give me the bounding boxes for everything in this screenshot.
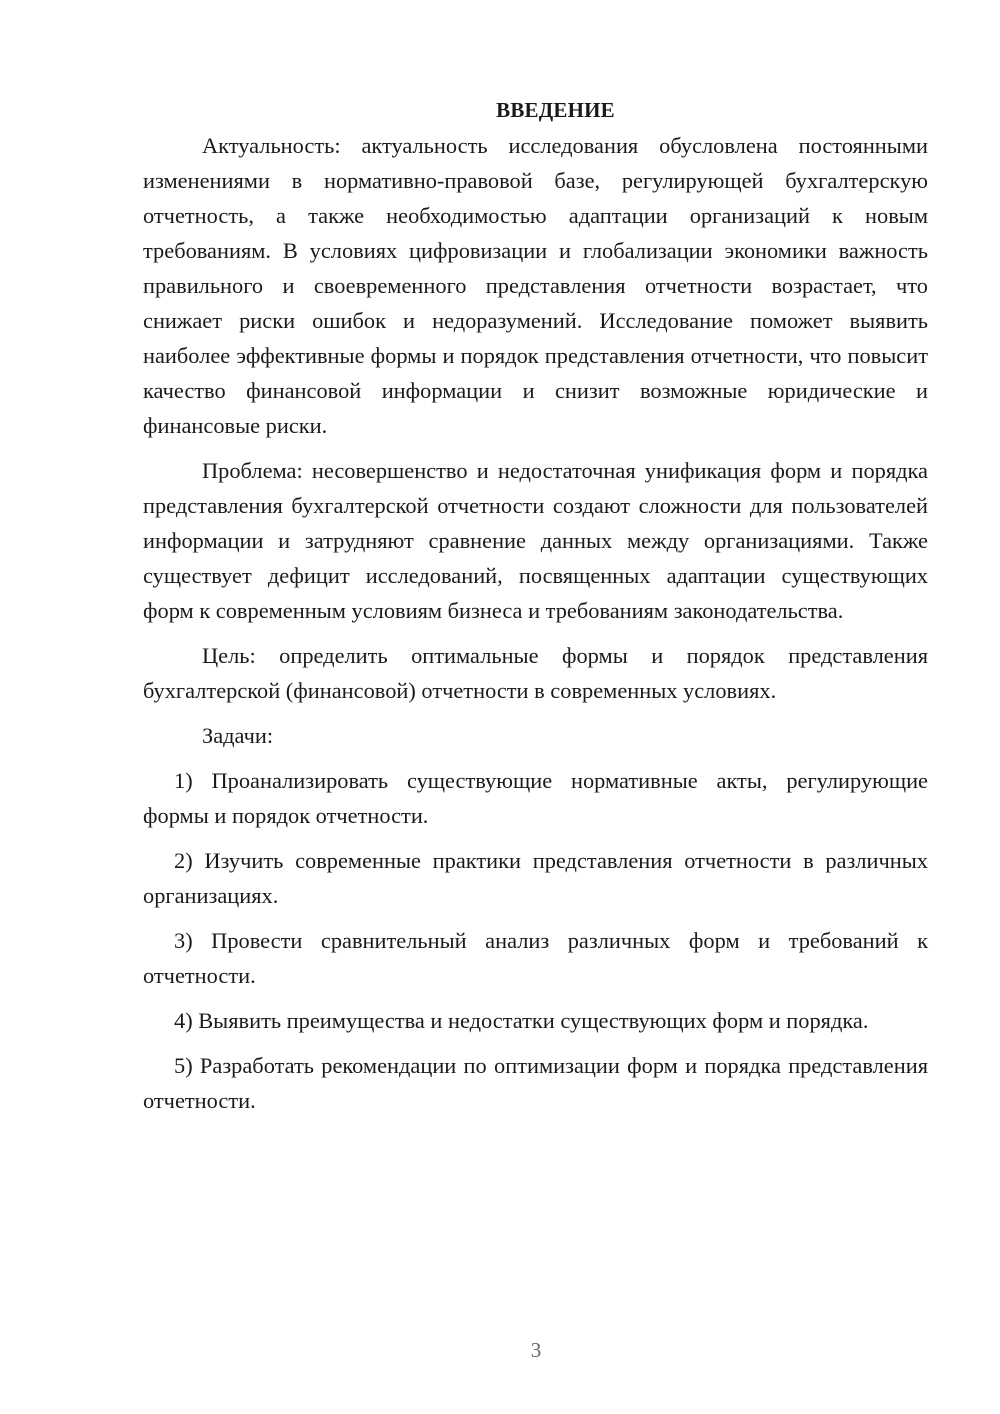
task-item: 1) Проанализировать существующие нормативные акты, регулирующие формы и порядок отчетности. <box>143 768 928 828</box>
page-content <box>143 93 928 1118</box>
task-item: 4) Выявить преимущества и недостатки существующих форм и порядка. <box>174 1008 869 1033</box>
task-item: 2) Изучить современные практики представления отчетности в различных организациях. <box>143 848 928 908</box>
task-item: 3) Провести сравнительный анализ различных форм и требований к отчетности. <box>143 928 928 988</box>
page-number: 3 <box>530 1338 542 1362</box>
task-item: 5) Разработать рекомендации по оптимизации форм и порядка представления отчетности. <box>143 1053 928 1113</box>
relevance-paragraph: Актуальность: актуальность исследования обусловлена постоянными изменениями в нормативно-правовой базе, регулирующей бухгалтерскую отчетность, а также необходимостью адаптации организаций к новым требованиям. В условиях цифровизации и глобализации экономики важность правильного и своевременного представления отчетности возрастает, что снижает риски ошибок и недоразумений. Исследование поможет выявить наиболее эффективные формы и порядок представления отчетности, что повысит качество финансовой информации и снизит возможные юридические и финансовые риски. <box>143 133 928 438</box>
goal-paragraph: Цель: определить оптимальные формы и порядок представления бухгалтерской (финансовой) отчетности в современных условиях. <box>143 643 928 703</box>
section-title: ВВЕДЕНИЕ <box>496 98 615 122</box>
tasks-heading: Задачи: <box>202 723 274 748</box>
problem-paragraph: Проблема: несовершенство и недостаточная унификация форм и порядка представления бухгалтерской отчетности создают сложности для пользователей информации и затрудняют сравнение данных между организациями. Также существует дефицит исследований, посвященных адаптации существующих форм к современным условиям бизнеса и требованиям законодательства. <box>143 458 928 623</box>
